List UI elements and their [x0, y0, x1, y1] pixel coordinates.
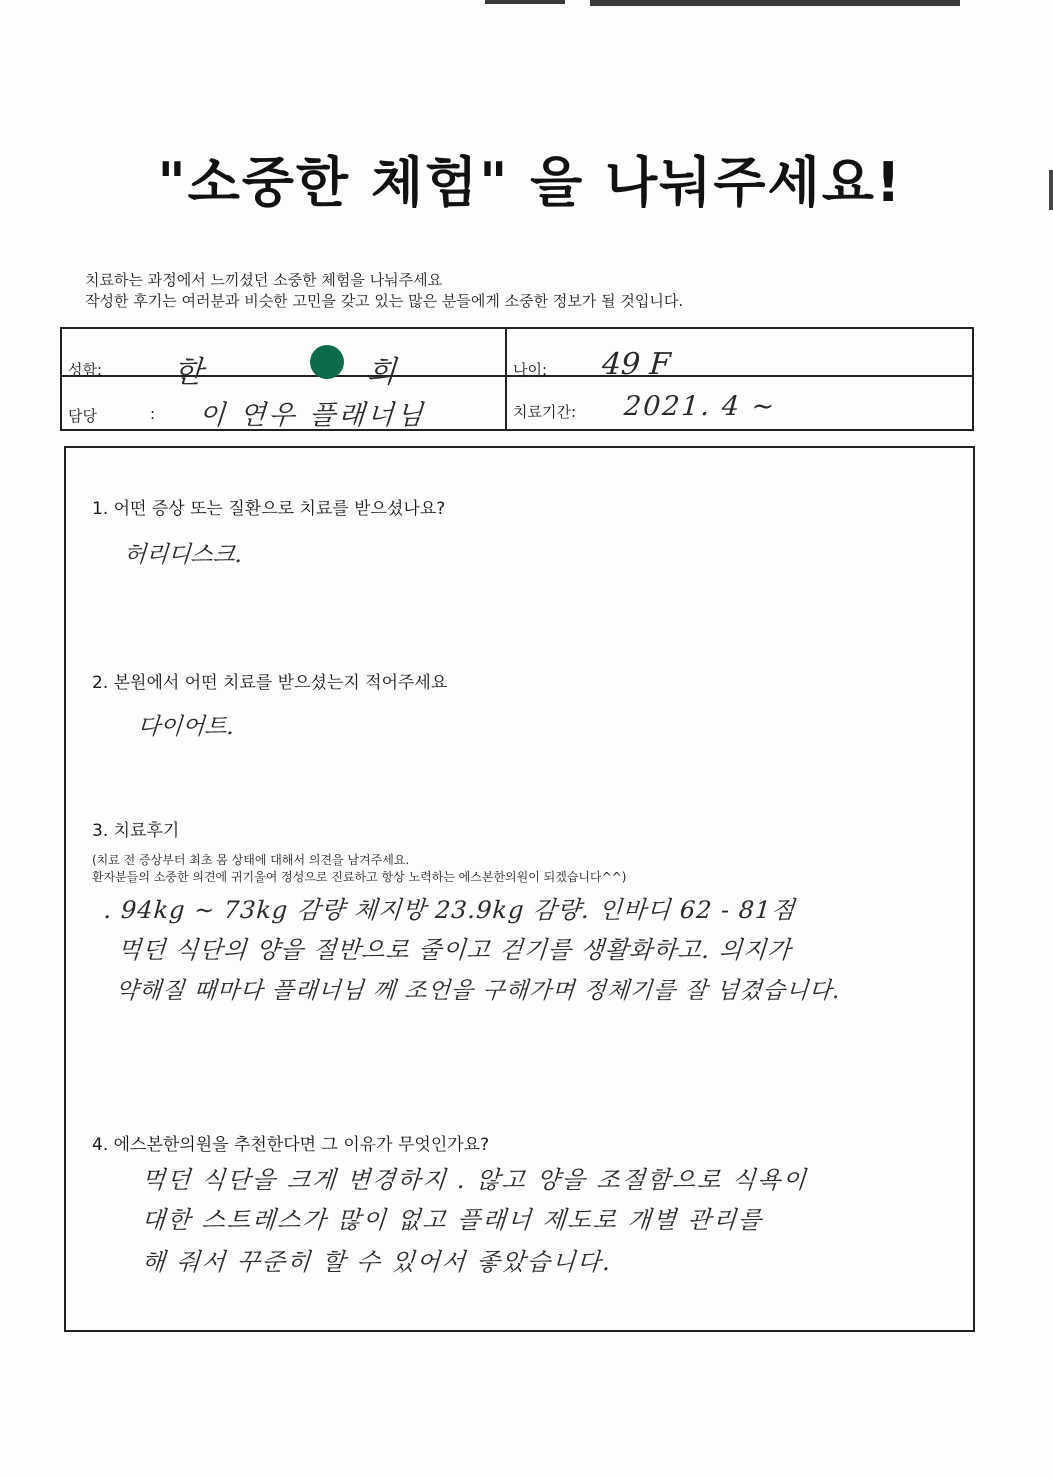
redaction-dot — [310, 345, 344, 379]
period-label: 치료기간: — [513, 403, 577, 421]
page-title: "소중한 체험" 을 나눠주세요! — [157, 151, 903, 214]
table-divider — [505, 329, 507, 429]
top-edge-mark-small — [485, 0, 565, 4]
period-value: 2021. 4 ~ — [622, 391, 778, 422]
answer-1: 허리디스크. — [122, 542, 244, 568]
intro-text — [85, 270, 683, 312]
review-line: 약해질 때마다 플래너님 께 조언을 구해가며 정체기를 잘 넘겼습니다. — [114, 978, 842, 1004]
review-line: . 94kg ~ 73kg 감량 체지방 23.9kg 감량. 인바디 62 - 81점 — [102, 896, 797, 924]
intro-line: 작성한 후기는 여러분과 비슷한 고민을 갖고 있는 많은 분들에게 소중한 정보가 될 것입니다. — [85, 292, 684, 310]
question-3-note: (치료 전 증상부터 최초 몸 상태에 대해서 의견을 남겨주세요. — [92, 853, 410, 867]
question-3-note: 환자분들의 소중한 의견에 귀기울여 정성으로 진료하고 항상 노력하는 에스본한의원이 되겠습니다^^) — [92, 870, 627, 884]
name-label: 성함: — [68, 361, 103, 379]
manager-colon: : — [150, 405, 156, 423]
name-first: 한 — [172, 355, 204, 390]
page-edge-mark — [1049, 170, 1053, 210]
question-3: 3. 치료후기 — [92, 821, 180, 841]
info-table — [60, 327, 974, 431]
intro-line: 치료하는 과정에서 느끼셨던 소중한 체험을 나눠주세요 — [85, 271, 443, 289]
question-1: 1. 어떤 증상 또는 질환으로 치료를 받으셨나요? — [92, 499, 446, 519]
recommend-line: 대한 스트레스가 많이 없고 플래너 제도로 개별 관리를 — [140, 1206, 765, 1234]
name-last: 희 — [365, 355, 397, 390]
recommend-line: 먹던 식단을 크게 변경하지 . 않고 양을 조절함으로 식욕이 — [140, 1166, 809, 1194]
age-value: 49 F — [600, 347, 672, 382]
review-form — [64, 446, 975, 1332]
age-label: 나이: — [513, 361, 548, 379]
manager-value: 이 연우 플래너님 — [197, 400, 427, 431]
top-edge-mark — [590, 0, 960, 6]
question-2: 2. 본원에서 어떤 치료를 받으셨는지 적어주세요 — [92, 673, 448, 693]
recommend-line: 해 줘서 꾸준히 할 수 있어서 좋았습니다. — [140, 1248, 614, 1276]
answer-2: 다이어트. — [136, 714, 235, 740]
review-line: 먹던 식단의 양을 절반으로 줄이고 걷기를 생활화하고. 의지가 — [116, 936, 793, 964]
question-4: 4. 에스본한의원을 추천한다면 그 이유가 무엇인가요? — [92, 1135, 490, 1155]
manager-label: 담당 — [68, 407, 97, 425]
